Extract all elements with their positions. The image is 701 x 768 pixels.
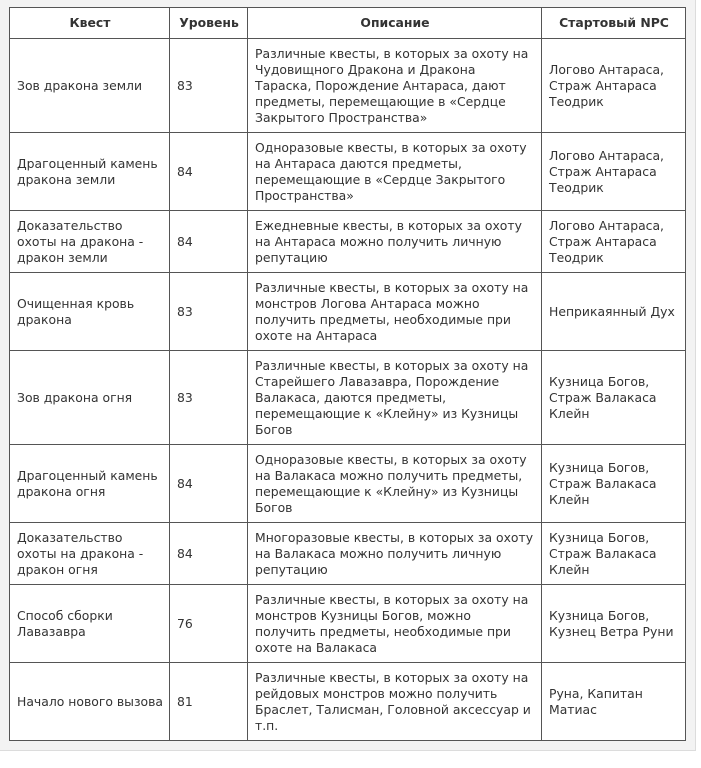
quest-description-cell: Различные квесты, в которых за охоту на монстров Кузницы Богов, можно получить предметы, необходимые при охоте на Валакаса xyxy=(248,585,542,663)
header-description: Описание xyxy=(248,8,542,39)
quest-description-cell: Одноразовые квесты, в которых за охоту на Антараса даются предметы, перемещающие в «Сердце Закрытого Пространства» xyxy=(248,133,542,211)
table-row xyxy=(10,663,686,741)
header-quest: Квест xyxy=(10,8,170,39)
table-row xyxy=(10,39,686,133)
quest-description-cell: Различные квесты, в которых за охоту на Старейшего Лавазавра, Порождение Валакаса, даются предметы, перемещающие к «Клейну» из Кузницы Богов xyxy=(248,351,542,445)
quest-level-cell: 83 xyxy=(170,39,248,133)
table-row xyxy=(10,523,686,585)
quest-level-cell: 81 xyxy=(170,663,248,741)
quest-description-cell: Различные квесты, в которых за охоту на монстров Логова Антараса можно получить предметы, необходимые при охоте на Антараса xyxy=(248,273,542,351)
header-npc: Стартовый NPC xyxy=(542,8,686,39)
header-level: Уровень xyxy=(170,8,248,39)
quest-npc-cell: Логово Антараса, Страж Антараса Теодрик xyxy=(542,39,686,133)
quest-name-cell: Способ сборки Лавазавра xyxy=(10,585,170,663)
quest-name-cell: Доказательство охоты на дракона - дракон огня xyxy=(10,523,170,585)
table-row xyxy=(10,585,686,663)
quest-level-cell: 84 xyxy=(170,523,248,585)
quest-description-cell: Различные квесты, в которых за охоту на рейдовых монстров можно получить Браслет, Талисман, Головной аксессуар и т.п. xyxy=(248,663,542,741)
quest-table xyxy=(9,7,686,741)
quest-npc-cell: Кузница Богов, Страж Валакаса Клейн xyxy=(542,351,686,445)
quest-level-cell: 84 xyxy=(170,133,248,211)
quest-npc-cell: Кузница Богов, Кузнец Ветра Руни xyxy=(542,585,686,663)
quest-name-cell: Очищенная кровь дракона xyxy=(10,273,170,351)
table-header-row xyxy=(10,8,686,39)
table-row xyxy=(10,351,686,445)
quest-name-cell: Начало нового вызова xyxy=(10,663,170,741)
quest-name-cell: Зов дракона огня xyxy=(10,351,170,445)
quest-name-cell: Драгоценный камень дракона земли xyxy=(10,133,170,211)
quest-description-cell: Различные квесты, в которых за охоту на Чудовищного Дракона и Дракона Тараска, Порождение Антараса, дают предметы, перемещающие в «Сердце Закрытого Пространства» xyxy=(248,39,542,133)
table-row xyxy=(10,133,686,211)
quest-npc-cell: Кузница Богов, Страж Валакаса Клейн xyxy=(542,445,686,523)
quest-npc-cell: Неприкаянный Дух xyxy=(542,273,686,351)
quest-level-cell: 84 xyxy=(170,211,248,273)
quest-level-cell: 83 xyxy=(170,273,248,351)
quest-npc-cell: Кузница Богов, Страж Валакаса Клейн xyxy=(542,523,686,585)
quest-description-cell: Многоразовые квесты, в которых за охоту на Валакаса можно получить личную репутацию xyxy=(248,523,542,585)
quest-npc-cell: Логово Антараса, Страж Антараса Теодрик xyxy=(542,211,686,273)
quest-description-cell: Одноразовые квесты, в которых за охоту на Валакаса можно получить предметы, перемещающие к «Клейну» из Кузницы Богов xyxy=(248,445,542,523)
quest-level-cell: 84 xyxy=(170,445,248,523)
quest-name-cell: Доказательство охоты на дракона - дракон земли xyxy=(10,211,170,273)
quest-level-cell: 83 xyxy=(170,351,248,445)
table-row xyxy=(10,445,686,523)
table-row xyxy=(10,211,686,273)
quest-description-cell: Ежедневные квесты, в которых за охоту на Антараса можно получить личную репутацию xyxy=(248,211,542,273)
quest-npc-cell: Логово Антараса, Страж Антараса Теодрик xyxy=(542,133,686,211)
quest-name-cell: Драгоценный камень дракона огня xyxy=(10,445,170,523)
quest-name-cell: Зов дракона земли xyxy=(10,39,170,133)
quest-npc-cell: Руна, Капитан Матиас xyxy=(542,663,686,741)
table-row xyxy=(10,273,686,351)
quest-level-cell: 76 xyxy=(170,585,248,663)
